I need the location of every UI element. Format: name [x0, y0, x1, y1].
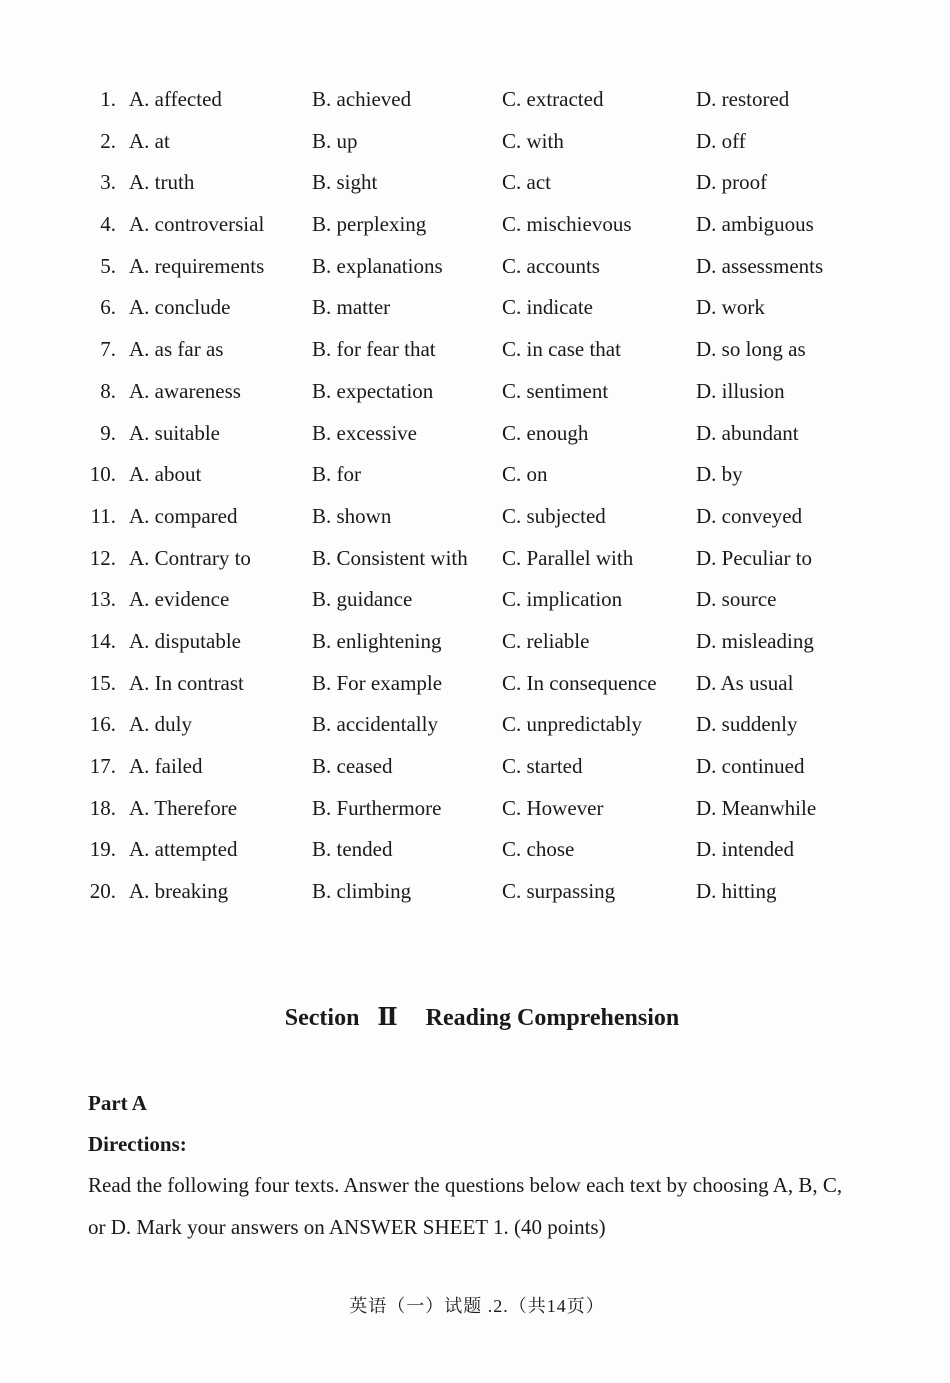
question-number: 11. [90, 503, 116, 528]
option-c: C. subjected [502, 503, 606, 528]
question-number: 14. [89, 628, 116, 653]
option-b: B. shown [312, 503, 392, 528]
option-a: A. controversial [129, 212, 265, 237]
option-b: B. climbing [312, 879, 412, 904]
option-d: D. Meanwhile [696, 795, 817, 820]
question-row [0, 79, 950, 121]
option-a: A. conclude [129, 295, 231, 320]
question-number: 20. [89, 879, 116, 904]
option-b: B. excessive [312, 420, 417, 445]
option-d: D. off [696, 128, 746, 153]
option-c: C. indicate [502, 295, 593, 320]
option-b: B. up [312, 128, 358, 153]
option-c: C. act [502, 170, 551, 195]
option-d: D. intended [696, 837, 794, 862]
option-d: D. assessments [696, 253, 824, 278]
option-b: B. perplexing [312, 212, 427, 237]
option-c: C. reliable [502, 628, 590, 653]
option-c: C. on [502, 462, 548, 487]
option-d: D. so long as [696, 337, 806, 362]
option-d: D. continued [696, 754, 805, 778]
part-heading: Part A [88, 1091, 147, 1115]
question-row [0, 162, 950, 204]
option-d: D. hitting [696, 879, 777, 904]
option-a: A. In contrast [129, 670, 244, 695]
option-d: D. source [696, 587, 777, 612]
option-c: C. However [502, 795, 604, 820]
question-number: 17. [89, 754, 116, 778]
option-a: A. as far as [129, 337, 224, 362]
option-c: C. sentiment [502, 378, 609, 403]
question-number: 9. [100, 420, 116, 445]
option-a: A. disputable [129, 628, 241, 653]
option-d: D. misleading [696, 628, 814, 653]
question-number: 4. [100, 212, 116, 237]
option-c: C. extracted [502, 87, 604, 111]
question-row [0, 579, 950, 621]
option-b: B. ceased [312, 754, 393, 778]
section-title [0, 1000, 950, 1036]
question-row [0, 663, 950, 705]
option-d: D. suddenly [696, 712, 798, 737]
option-a: A. breaking [129, 879, 229, 904]
question-row [0, 829, 950, 871]
question-number: 16. [89, 712, 116, 737]
question-row [0, 538, 950, 580]
option-c: C. In consequence [502, 670, 657, 695]
question-row [0, 704, 950, 746]
option-b: B. sight [312, 170, 378, 195]
option-b: B. for fear that [312, 337, 436, 362]
option-c: C. Parallel with [502, 545, 634, 570]
option-b: B. accidentally [312, 712, 438, 737]
option-c: C. accounts [502, 253, 600, 278]
question-number: 13. [89, 587, 116, 612]
option-b: B. explanations [312, 253, 443, 278]
option-d: D. As usual [696, 670, 794, 695]
option-b: B. expectation [312, 378, 434, 403]
question-row [0, 329, 950, 371]
option-a: A. attempted [129, 837, 238, 862]
option-b: B. Consistent with [312, 545, 468, 570]
option-a: A. compared [129, 503, 238, 528]
section-numeral: Ⅱ [377, 1005, 398, 1031]
option-c: C. implication [502, 587, 623, 612]
option-b: B. For example [312, 670, 443, 695]
option-c: C. chose [502, 837, 575, 862]
question-number: 3. [100, 170, 116, 195]
option-d: D. conveyed [696, 503, 803, 528]
question-row [0, 871, 950, 913]
option-c: C. in case that [502, 337, 621, 362]
option-a: A. about [129, 462, 202, 487]
option-a: A. failed [129, 754, 203, 778]
option-c: C. unpredictably [502, 712, 642, 737]
question-row [0, 204, 950, 246]
question-row [0, 496, 950, 538]
option-b: B. matter [312, 295, 391, 320]
option-d: D. work [696, 295, 765, 320]
option-d: D. Peculiar to [696, 545, 813, 570]
directions-text: Read the following four texts. Answer the questions below each text by choosing A, B, C, or D. Mark your answers on ANSWER SHEET 1. (40 points) [88, 1173, 843, 1239]
option-d: D. ambiguous [696, 212, 814, 237]
question-number: 7. [100, 337, 116, 362]
question-list [0, 79, 950, 913]
option-a: A. Contrary to [129, 545, 251, 570]
option-c: C. mischievous [502, 212, 632, 237]
option-a: A. suitable [129, 420, 220, 445]
option-a: A. duly [129, 712, 192, 737]
question-number: 12. [89, 545, 116, 570]
question-number: 2. [100, 128, 116, 153]
option-a: A. at [129, 128, 170, 153]
question-number: 6. [100, 295, 116, 320]
option-b: B. for [312, 462, 361, 487]
question-number: 1. [100, 87, 116, 111]
question-row [0, 246, 950, 288]
question-row [0, 788, 950, 830]
option-a: A. affected [129, 87, 222, 111]
section-label: Section [284, 1005, 360, 1031]
option-c: C. started [502, 754, 583, 778]
option-b: B. tended [312, 837, 393, 862]
question-row [0, 121, 950, 163]
option-b: B. guidance [312, 587, 413, 612]
question-row [0, 454, 950, 496]
question-number: 10. [89, 462, 116, 487]
question-row [0, 413, 950, 455]
question-row [0, 287, 950, 329]
option-d: D. illusion [696, 378, 785, 403]
option-c: C. with [502, 128, 564, 153]
option-a: A. truth [129, 170, 195, 195]
option-b: B. Furthermore [312, 795, 442, 820]
option-a: A. requirements [129, 253, 265, 278]
option-d: D. abundant [696, 420, 799, 445]
option-a: A. awareness [129, 378, 241, 403]
option-a: A. evidence [129, 587, 230, 612]
option-d: D. by [696, 462, 743, 487]
directions-label: Directions: [88, 1132, 187, 1156]
question-number: 15. [89, 670, 116, 695]
option-b: B. achieved [312, 87, 412, 111]
option-c: C. enough [502, 420, 589, 445]
question-row [0, 371, 950, 413]
option-a: A. Therefore [129, 795, 238, 820]
option-c: C. surpassing [502, 879, 616, 904]
question-number: 8. [100, 378, 116, 403]
page-footer: 英语（一）试题 .2.（共14页） [349, 1296, 605, 1316]
question-row [0, 621, 950, 663]
option-b: B. enlightening [312, 628, 442, 653]
section-name: Reading Comprehension [425, 1005, 680, 1031]
option-d: D. restored [696, 87, 790, 111]
option-d: D. proof [696, 170, 768, 195]
question-number: 19. [89, 837, 116, 862]
question-number: 18. [89, 795, 116, 820]
question-number: 5. [100, 253, 116, 278]
question-row [0, 746, 950, 788]
